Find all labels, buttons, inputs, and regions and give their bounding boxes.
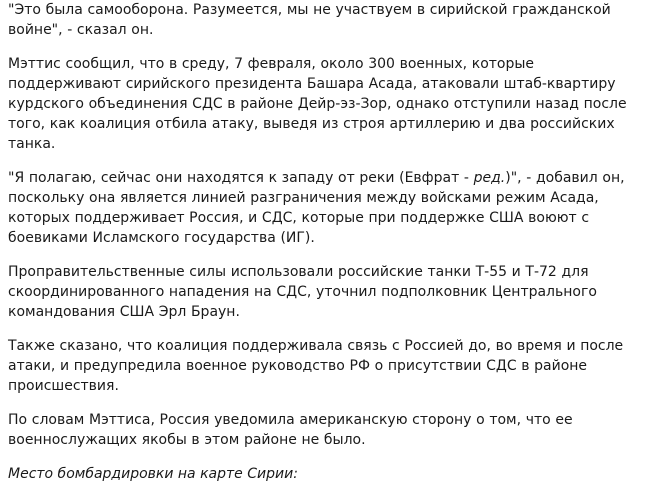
quote-part-after: )", - добавил он, поскольку она является линией разграничения между войсками режим Асада, которых поддерживает Россия, и СДС, которые при поддержке США воюют с боевиками Исламского государства (ИГ).	[8, 170, 625, 246]
editor-note: ред.	[473, 170, 506, 186]
map-caption: Место бомбардировки на карте Сирии:	[8, 466, 298, 482]
quote-part-before: "Я полагаю, сейчас они находятся к западу от реки (Евфрат -	[8, 170, 474, 186]
paragraph-quote-self-defense: "Это была самооборона. Разумеется, мы не участвуем в сирийской гражданской войне", - сказал он.	[8, 2, 611, 38]
paragraph-mattis-report: Мэттис сообщил, что в среду, 7 февраля, около 300 военных, которые поддерживают сирийского президента Башара Асада, атаковали штаб-квартиру курдского объединения СДС в районе Дейр-эз-Зор, однако отступили назад после того, как коалиция отбила атаку, выведя из строя артиллерию и два российских танка.	[8, 56, 627, 152]
paragraph-tanks: Проправительственные силы использовали российские танки Т-55 и Т-72 для скоординированного нападения на СДС, уточнил подполковник Центрального командования США Эрл Браун.	[8, 264, 597, 320]
paragraph-coalition-contact: Также сказано, что коалиция поддерживала связь с Россией до, во время и после атаки, и предупредила военное руководство РФ о присутствии СДС в районе происшествия.	[8, 338, 624, 394]
paragraph-russia-notice: По словам Мэттиса, Россия уведомила американскую сторону о том, что ее военнослужащих якобы в этом районе не было.	[8, 412, 573, 448]
paragraph-quote-euphrates	[8, 168, 648, 248]
article-body	[8, 0, 648, 484]
